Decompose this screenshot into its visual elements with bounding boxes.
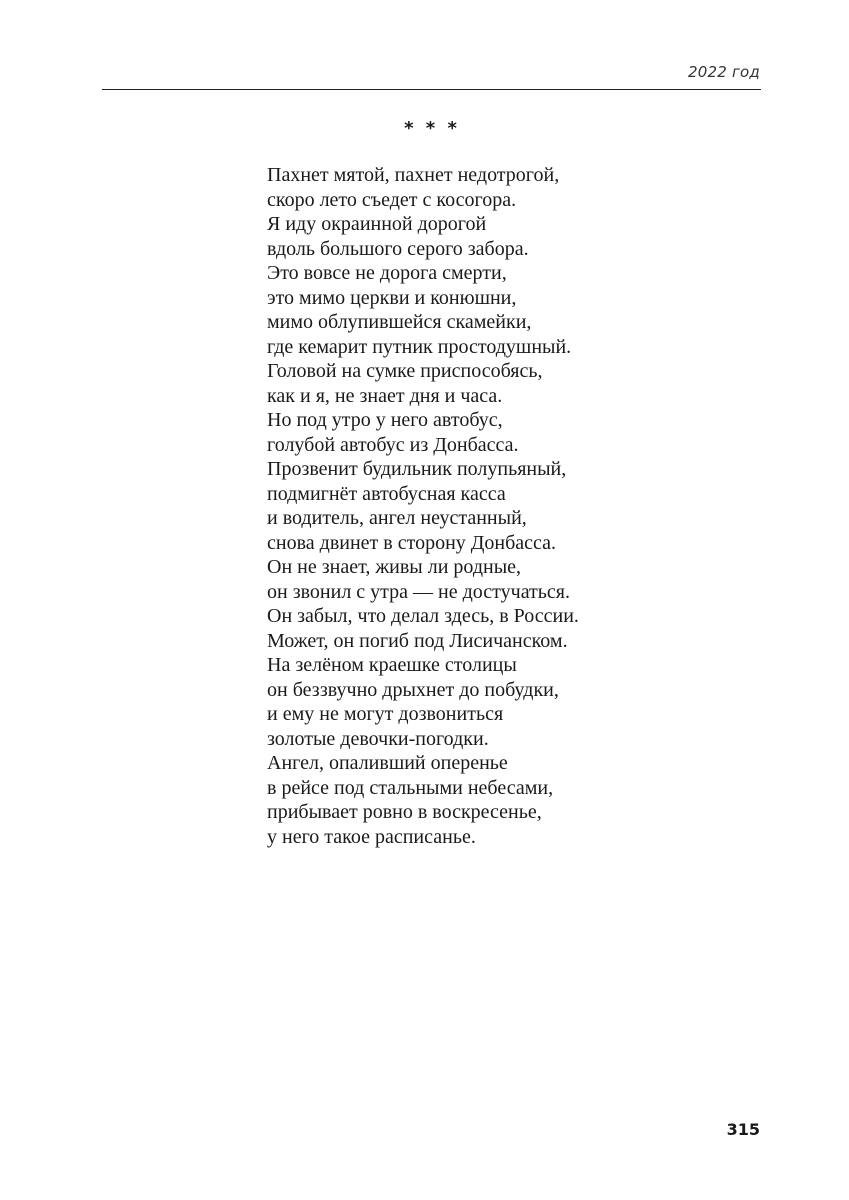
poem-line: Может, он погиб под Лисичанском. (267, 629, 568, 652)
poem-line: Это вовсе не дорога смерти, (267, 262, 507, 284)
section-asterism: * * * (404, 118, 460, 139)
poem (267, 163, 579, 849)
poem-line: мимо облупившейся скамейки, (267, 311, 532, 333)
poem-line: Прозвенит будильник полупьяный, (267, 458, 567, 480)
poem-line: Головой на сумке приспособясь, (267, 360, 543, 382)
poem-line: Но под утро у него автобус, (267, 409, 503, 431)
poem-line: и ему не могут дозвониться (267, 703, 504, 725)
poem-line: подмигнёт автобусная касса (267, 482, 506, 505)
running-head: 2022 год (688, 63, 760, 81)
poem-line: вдоль большого серого забора. (267, 237, 529, 260)
poem-line: прибывает ровно в воскресенье, (267, 801, 542, 823)
poem-line: в рейсе под стальными небесами, (267, 776, 554, 799)
poem-line: у него такое расписанье. (267, 825, 476, 848)
poem-line: он беззвучно дрыхнет до побудки, (267, 678, 559, 701)
poem-line: это мимо церкви и конюшни, (267, 286, 517, 309)
poem-line: снова двинет в сторону Донбасса. (267, 531, 557, 554)
poem-line: он звонил с утра — не достучаться. (267, 580, 570, 603)
poem-line: и водитель, ангел неустанный, (267, 507, 527, 529)
poem-line: Я иду окраинной дорогой (267, 213, 487, 235)
poem-line: голубой автобус из Донбасса. (267, 433, 519, 456)
poem-line: Ангел, опаливший оперенье (267, 752, 508, 774)
poem-line: Он забыл, что делал здесь, в России. (267, 605, 579, 627)
poem-line: где кемарит путник простодушный. (267, 335, 572, 358)
poem-line: как и я, не знает дня и часа. (267, 384, 503, 407)
poem-line: Он не знает, живы ли родные, (267, 556, 522, 578)
header-rule (102, 89, 761, 90)
page-number: 315 (726, 1120, 760, 1139)
poem-line: скоро лето съедет с косогора. (267, 188, 517, 211)
poem-line: Пахнет мятой, пахнет недотрогой, (267, 164, 560, 186)
poem-line: На зелёном краешке столицы (267, 654, 517, 676)
poem-line: золотые девочки-погодки. (267, 727, 489, 750)
